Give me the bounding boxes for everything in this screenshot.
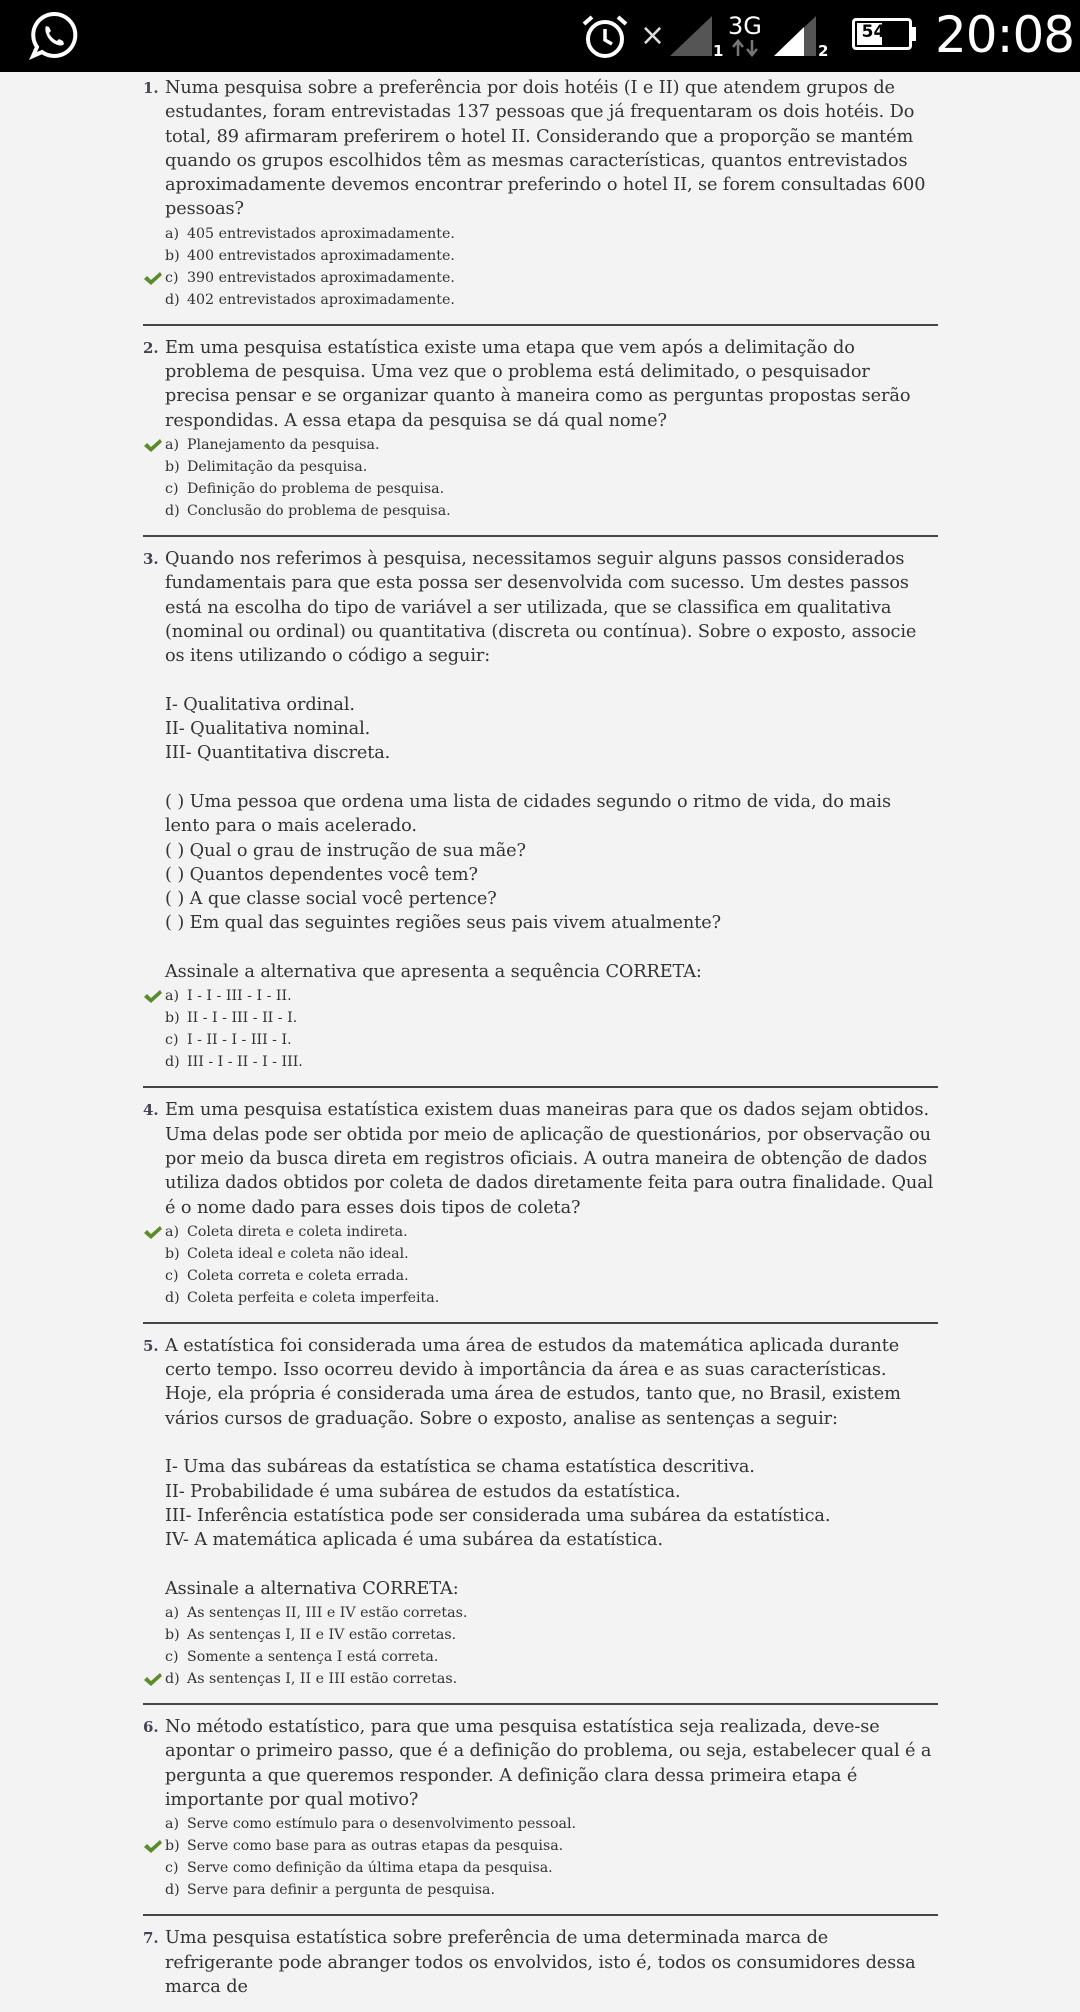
answer-option bbox=[165, 223, 938, 245]
answer-option bbox=[165, 1029, 938, 1051]
answer-option bbox=[165, 1051, 938, 1073]
whatsapp-icon[interactable] bbox=[28, 10, 80, 62]
option-letter: a) bbox=[165, 436, 179, 453]
option-letter: d) bbox=[165, 1671, 180, 1688]
answer-option bbox=[165, 267, 938, 289]
battery-percent: 54% bbox=[861, 22, 903, 42]
option-text: III - I - II - I - III. bbox=[187, 1054, 303, 1071]
answer-option bbox=[165, 985, 938, 1007]
option-text: Coleta ideal e coleta não ideal. bbox=[187, 1245, 409, 1262]
status-bar bbox=[0, 0, 1080, 72]
question-number: 7. bbox=[143, 1929, 159, 1948]
option-text: 400 entrevistados aproximadamente. bbox=[187, 247, 455, 264]
question-text: Uma pesquisa estatística sobre preferência de uma determinada marca de refrigerante pode abranger todos os envolvidos, isto é, todos os consumidores dessa marca de bbox=[165, 1928, 916, 1997]
option-text: Serve como estímulo para o desenvolvimento pessoal. bbox=[187, 1816, 577, 1833]
answer-option bbox=[165, 1287, 938, 1309]
question-item bbox=[143, 1088, 938, 1323]
option-letter: d) bbox=[165, 502, 180, 519]
option-text: Definição do problema de pesquisa. bbox=[187, 480, 445, 497]
checkmark-icon bbox=[143, 1225, 163, 1240]
option-text: I - II - I - III - I. bbox=[187, 1032, 292, 1049]
answer-option bbox=[165, 478, 938, 500]
battery-tip bbox=[912, 27, 916, 41]
network-type: 3G bbox=[728, 12, 762, 40]
option-text: 402 entrevistados aproximadamente. bbox=[187, 291, 455, 308]
question-item bbox=[143, 1324, 938, 1705]
question-text: Quando nos referimos à pesquisa, necessitamos seguir alguns passos considerados fundamentais para que esta possa ser desenvolvida com sucesso. Um destes passos está na escolha do tipo de variável a ser utilizada, que se classifica em qualitativa (nominal ou ordinal) ou quantitativa (discreta ou contínua). Sobre o exposto, associe os itens utilizando o código a seguir: I- Qualitativa ordinal. II- Qualitativa nominal. III- Quantitativa discreta. ( ) Uma pessoa que ordena uma lista de cidades segundo o ritmo de vida, do mais lento para o mais acelerado. ( ) Qual o grau de instrução de sua mãe? ( ) Quantos dependentes você tem? ( ) A que classe social você pertence? ( ) Em qual das seguintes regiões seus pais vivem atualmente? Assinale a alternativa que apresenta a sequência CORRETA: bbox=[165, 548, 917, 983]
option-letter: d) bbox=[165, 1289, 180, 1306]
answer-option bbox=[165, 245, 938, 267]
answer-option bbox=[165, 1007, 938, 1029]
option-text: Planejamento da pesquisa. bbox=[187, 436, 380, 453]
option-text: As sentenças II, III e IV estão corretas. bbox=[187, 1605, 468, 1622]
question-number: 3. bbox=[143, 549, 159, 568]
option-letter: b) bbox=[165, 1627, 180, 1644]
sim1-label: 1 bbox=[713, 42, 724, 60]
option-letter: b) bbox=[165, 1838, 180, 1855]
option-text: I - I - III - I - II. bbox=[187, 988, 292, 1005]
option-text: Coleta perfeita e coleta imperfeita. bbox=[187, 1289, 440, 1306]
answer-options bbox=[165, 1813, 938, 1901]
question-text: Numa pesquisa sobre a preferência por dois hotéis (I e II) que atendem grupos de estudantes, foram entrevistadas 137 pessoas que já frequentaram os dois hotéis. Do total, 89 afirmaram preferirem o hotel II. Considerando que a proporção se mantém quando os grupos escolhidos têm as mesmas características, quantos entrevistados aproximadamente devemos encontrar preferindo o hotel II, se forem consultadas 600 pessoas? bbox=[165, 78, 926, 220]
signal-icon bbox=[668, 14, 716, 58]
question-number: 5. bbox=[143, 1336, 159, 1355]
option-text: 405 entrevistados aproximadamente. bbox=[187, 225, 455, 242]
option-text: Coleta correta e coleta errada. bbox=[187, 1267, 409, 1284]
answer-option bbox=[165, 434, 938, 456]
option-letter: c) bbox=[165, 1649, 179, 1666]
answer-option bbox=[165, 289, 938, 311]
option-text: II - I - III - II - I. bbox=[187, 1010, 298, 1027]
question-text: No método estatístico, para que uma pesquisa estatística seja realizada, deve-se apontar o primeiro passo, que é a definição do problema, ou seja, estabelecer qual é a pergunta a que queremos responder. A definição clara dessa primeira etapa é importante por qual motivo? bbox=[165, 1717, 932, 1810]
option-letter: c) bbox=[165, 1032, 179, 1049]
battery-icon bbox=[852, 18, 912, 50]
option-text: Serve como base para as outras etapas da pesquisa. bbox=[187, 1838, 564, 1855]
option-letter: a) bbox=[165, 1605, 179, 1622]
option-text: As sentenças I, II e IV estão corretas. bbox=[187, 1627, 457, 1644]
question-text: Em uma pesquisa estatística existe uma etapa que vem após a delimitação do problema de pesquisa. Uma vez que o problema está delimitado, o pesquisador precisa pensar e se organizar quanto à maneira como as perguntas propostas serão respondidas. A essa etapa da pesquisa se dá qual nome? bbox=[165, 337, 911, 431]
question-item bbox=[143, 1705, 938, 1916]
checkmark-icon bbox=[143, 271, 163, 286]
answer-option bbox=[165, 456, 938, 478]
option-letter: a) bbox=[165, 1816, 179, 1833]
option-letter: c) bbox=[165, 1860, 179, 1877]
question-number: 6. bbox=[143, 1718, 159, 1737]
option-letter: b) bbox=[165, 1010, 180, 1027]
option-letter: b) bbox=[165, 247, 180, 264]
answer-option bbox=[165, 1835, 938, 1857]
answer-options bbox=[165, 434, 938, 522]
answer-options bbox=[165, 1602, 938, 1690]
answer-option bbox=[165, 1646, 938, 1668]
option-letter: a) bbox=[165, 225, 179, 242]
answer-option bbox=[165, 1857, 938, 1879]
checkmark-icon bbox=[143, 1839, 163, 1854]
answer-options bbox=[165, 1221, 938, 1309]
question-item bbox=[143, 326, 938, 537]
checkmark-icon bbox=[143, 438, 163, 453]
option-letter: c) bbox=[165, 269, 179, 286]
answer-option bbox=[165, 1265, 938, 1287]
alarm-clock-icon bbox=[580, 12, 630, 62]
option-letter: b) bbox=[165, 458, 180, 475]
answer-option bbox=[165, 1602, 938, 1624]
question-text: Em uma pesquisa estatística existem duas maneiras para que os dados sejam obtidos. Uma delas pode ser obtida por meio de aplicação de questionários, por observação ou por meio da busca direta em registros oficiais. A outra maneira de obtenção de dados utiliza dados obtidos por coleta de dados diretamente feita para outra finalidade. Qual é o nome dado para esses dois tipos de coleta? bbox=[165, 1100, 934, 1218]
sim2-label: 2 bbox=[818, 42, 829, 60]
option-letter: d) bbox=[165, 1054, 180, 1071]
answer-option bbox=[165, 1813, 938, 1835]
option-text: Coleta direta e coleta indireta. bbox=[187, 1223, 408, 1240]
question-item bbox=[143, 72, 938, 326]
signal-icon bbox=[772, 14, 820, 58]
option-text: 390 entrevistados aproximadamente. bbox=[187, 269, 455, 286]
clock: 20:08 bbox=[935, 6, 1075, 64]
option-letter: b) bbox=[165, 1245, 180, 1262]
answer-option bbox=[165, 500, 938, 522]
answer-option bbox=[165, 1668, 938, 1690]
quiz-content bbox=[143, 72, 938, 2012]
option-text: Somente a sentença I está correta. bbox=[187, 1649, 439, 1666]
option-letter: a) bbox=[165, 988, 179, 1005]
option-letter: c) bbox=[165, 1267, 179, 1284]
question-item bbox=[143, 1916, 938, 2012]
answer-option bbox=[165, 1243, 938, 1265]
no-data-icon: × bbox=[640, 18, 666, 53]
answer-option bbox=[165, 1221, 938, 1243]
data-arrows-icon bbox=[730, 38, 760, 58]
option-letter: a) bbox=[165, 1223, 179, 1240]
answer-option bbox=[165, 1879, 938, 1901]
checkmark-icon bbox=[143, 989, 163, 1004]
option-letter: d) bbox=[165, 291, 180, 308]
option-text: Serve como definição da última etapa da pesquisa. bbox=[187, 1860, 553, 1877]
checkmark-icon bbox=[143, 1672, 163, 1687]
question-number: 4. bbox=[143, 1101, 159, 1120]
option-text: Conclusão do problema de pesquisa. bbox=[187, 502, 451, 519]
question-text: A estatística foi considerada uma área de estudos da matemática aplicada durante certo tempo. Isso ocorreu devido à importância da área e as suas características. Hoje, ela própria é considerada uma área de estudos, tanto que, no Brasil, existem vários cursos de graduação. Sobre o exposto, analise as sentenças a seguir: I- Uma das subáreas da estatística se chama estatística descritiva. II- Probabilidade é uma subárea de estudos da estatística. III- Inferência estatística pode ser considerada uma subárea da estatística. IV- A matemática aplicada é uma subárea da estatística. Assinale a alternativa CORRETA: bbox=[165, 1335, 901, 1599]
question-number: 2. bbox=[143, 338, 159, 357]
question-number: 1. bbox=[143, 79, 159, 97]
answer-options bbox=[165, 223, 938, 311]
question-item bbox=[143, 537, 938, 1088]
option-text: Serve para definir a pergunta de pesquisa. bbox=[187, 1882, 496, 1899]
option-text: As sentenças I, II e III estão corretas. bbox=[187, 1671, 458, 1688]
option-letter: c) bbox=[165, 480, 179, 497]
answer-option bbox=[165, 1624, 938, 1646]
option-text: Delimitação da pesquisa. bbox=[187, 458, 368, 475]
option-letter: d) bbox=[165, 1882, 180, 1899]
answer-options bbox=[165, 985, 938, 1073]
